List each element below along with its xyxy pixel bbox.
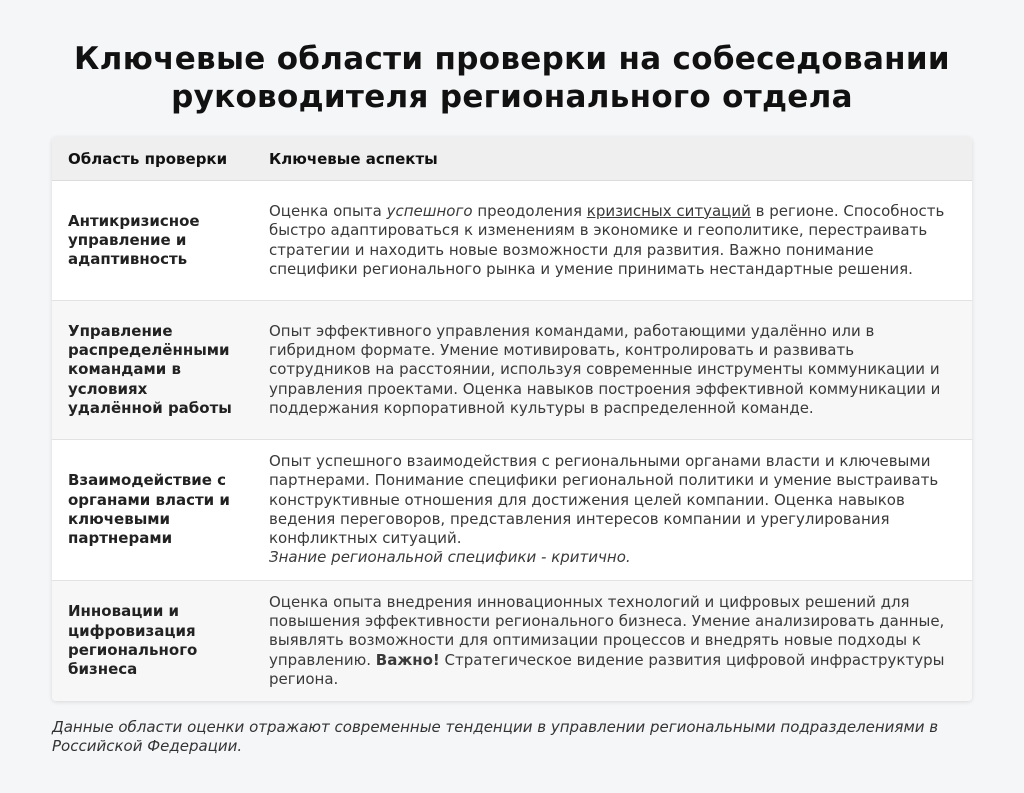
- aspects-cell: Опыт эффективного управления командами, работающими удалённо или в гибридном формате. Умение мотивировать, контролировать и развивать сотрудников на расстоянии, используя современные инструменты коммуникации и управления проектами. Оценка навыков построения эффективной коммуникации и поддержания корпоративной культуры в распределенной команде.: [253, 301, 972, 440]
- table-row: [52, 440, 972, 581]
- desc-bold: Важно!: [375, 650, 440, 669]
- page-title: [0, 40, 1024, 116]
- area-cell: Антикризисное управление и адаптивность: [52, 181, 253, 301]
- area-cell: Взаимодействие с органами власти и ключевыми партнерами: [52, 440, 253, 581]
- desc-note: Знание региональной специфики - критично.: [269, 548, 631, 567]
- aspects-cell: [253, 440, 972, 581]
- table-row: [52, 181, 972, 301]
- desc-text: Оценка опыта внедрения инновационных технологий и цифровых решений для повышения эффективности регионального бизнеса. Умение анализировать данные, выявлять возможности для оптимизации процессов и внедрять новые подходы к управлению.: [269, 592, 945, 669]
- area-cell: Инновации и цифровизация регионального бизнеса: [52, 580, 253, 701]
- title-line-1: Ключевые области проверки на собеседовании: [74, 41, 950, 77]
- desc-italic: успешного: [386, 201, 473, 220]
- header-area: Область проверки: [52, 137, 253, 181]
- aspects-cell: [253, 181, 972, 301]
- assessment-table: [52, 137, 972, 701]
- header-aspects: Ключевые аспекты: [253, 137, 972, 181]
- desc-text: Оценка опыта: [269, 201, 387, 220]
- desc-text: в регионе. Способность быстро адаптироваться к изменениям в экономике и геополитике, перестраивать стратегии и находить новые возможности для развития. Важно понимание специфики регионального рынка и умение принимать нестандартные решения.: [269, 201, 945, 278]
- aspects-cell: [253, 580, 972, 701]
- title-line-2: руководителя регионального отдела: [171, 79, 853, 115]
- area-cell: Управление распределёнными командами в условиях удалённой работы: [52, 301, 253, 440]
- table-row: [52, 580, 972, 701]
- desc-text: преодоления: [472, 201, 587, 220]
- desc-text: Стратегическое видение развития цифровой инфраструктуры региона.: [269, 650, 945, 688]
- table-row: [52, 301, 972, 440]
- footnote: Данные области оценки отражают современные тенденции в управлении региональными подразделениями в Российской Федерации.: [52, 718, 939, 755]
- table-header-row: [52, 137, 972, 181]
- desc-text: Опыт успешного взаимодействия с региональными органами власти и ключевыми партнерами. Понимание специфики региональной политики и умение выстраивать конструктивные отношения для достижения целей компании. Оценка навыков ведения переговоров, представления интересов компании и урегулирования конфликтных ситуаций.: [269, 452, 939, 548]
- desc-underlined: кризисных ситуаций: [586, 201, 751, 220]
